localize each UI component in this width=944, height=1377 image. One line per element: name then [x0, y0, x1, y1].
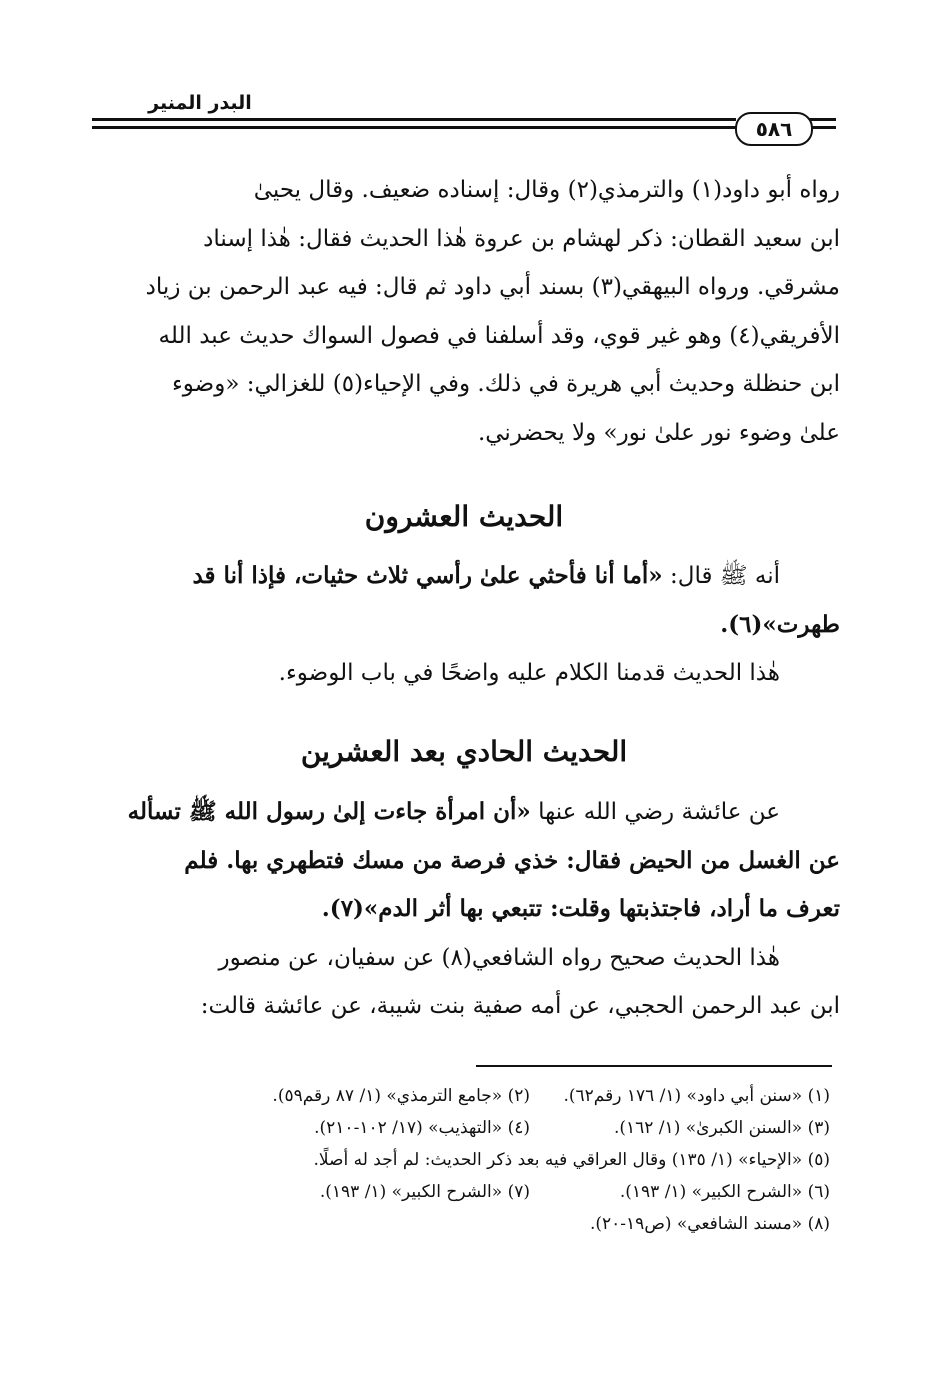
section-heading-20: الحديث العشرون — [364, 500, 564, 533]
footnote-row — [110, 1208, 830, 1240]
footnote-4: (٤) «التهذيب» (١٧/ ١٠٢-٢١٠). — [314, 1118, 530, 1138]
text-line: رواه أبو داود(١) والترمذي(٢) وقال: إسناده ضعيف. وقال يحيىٰ — [253, 177, 840, 203]
text-line: الأفريقي(٤) وهو غير قوي، وقد أسلفنا في فصول السواك حديث عبد الله — [158, 322, 840, 349]
footnote-7: (٧) «الشرح الكبير» (١/ ١٩٣). — [319, 1182, 530, 1202]
text-line: طهرت»(٦). — [720, 610, 840, 638]
footnote-row — [110, 1176, 830, 1208]
hadith-note: هٰذا الحديث قدمنا الكلام عليه واضحًا في باب الوضوء. — [278, 660, 780, 686]
hadith-21 — [88, 788, 840, 1031]
footnote-5: (٥) «الإحياء» (١/ ١٣٥) وقال العراقي فيه بعد ذكر الحديث: لم أجد له أصلًا. — [313, 1150, 830, 1170]
text-line — [88, 788, 840, 837]
text-line: ابن عبد الرحمن الحجبي، عن أمه صفية بنت شيبة، عن عائشة قالت: — [200, 993, 840, 1019]
hadith-prefix: أنه ﷺ قال: — [662, 563, 780, 589]
footnotes — [110, 1080, 830, 1240]
footnote-3: (٣) «السنن الكبرىٰ» (١/ ١٦٢). — [613, 1118, 830, 1138]
footnote-8: (٨) «مسند الشافعي» (ص١٩-٢٠). — [589, 1214, 830, 1234]
hadith-text: «أما أنا فأحثي علىٰ رأسي ثلاث حثيات، فإذا أنا قد — [192, 562, 663, 589]
footnote-row — [110, 1080, 830, 1112]
text-line: ابن حنظلة وحديث أبي هريرة في ذلك. وفي الإحياء(٥) للغزالي: «وضوء — [171, 371, 840, 397]
text-line: ابن سعيد القطان: ذكر لهشام بن عروة هٰذا الحديث فقال: هٰذا إسناد — [203, 225, 840, 252]
page-number: ٥٨٦ — [735, 112, 813, 146]
hadith-20 — [88, 552, 840, 698]
header-rule-top-right — [808, 118, 836, 121]
header-rule-bottom — [92, 126, 736, 129]
footnote-separator — [476, 1065, 832, 1067]
header-rule-top — [92, 118, 736, 121]
footnote-6: (٦) «الشرح الكبير» (١/ ١٩٣). — [619, 1182, 830, 1202]
text-line — [88, 552, 840, 601]
text-line: عن الغسل من الحيض فقال: خذي فرصة من مسك فتطهري بها. فلم — [184, 846, 840, 874]
hadith-intro: عن عائشة رضي الله عنها — [530, 799, 780, 825]
footnote-1: (١) «سنن أبي داود» (١/ ١٧٦ رقم٦٢). — [563, 1086, 830, 1106]
paragraph-1 — [88, 166, 840, 457]
section-heading-21: الحديث الحادي بعد العشرين — [300, 735, 628, 768]
footnote-2: (٢) «جامع الترمذي» (١/ ٨٧ رقم٥٩). — [272, 1086, 530, 1106]
text-line: علىٰ وضوء نور علىٰ نور» ولا يحضرني. — [477, 419, 840, 446]
text-line: مشرقي. ورواه البيهقي(٣) بسند أبي داود ثم قال: فيه عبد الرحمن بن زياد — [145, 274, 840, 300]
text-line: هٰذا الحديث صحيح رواه الشافعي(٨) عن سفيان، عن منصور — [218, 944, 780, 971]
footnote-row — [110, 1144, 830, 1176]
text-line: تعرف ما أراد، فاجتذبتها وقلت: تتبعي بها أثر الدم»(٧). — [321, 895, 840, 922]
footnote-row — [110, 1112, 830, 1144]
running-title: البدر المنير — [148, 92, 252, 114]
hadith-text: «أن امرأة جاءت إلىٰ رسول الله ﷺ تسأله — [127, 798, 531, 825]
